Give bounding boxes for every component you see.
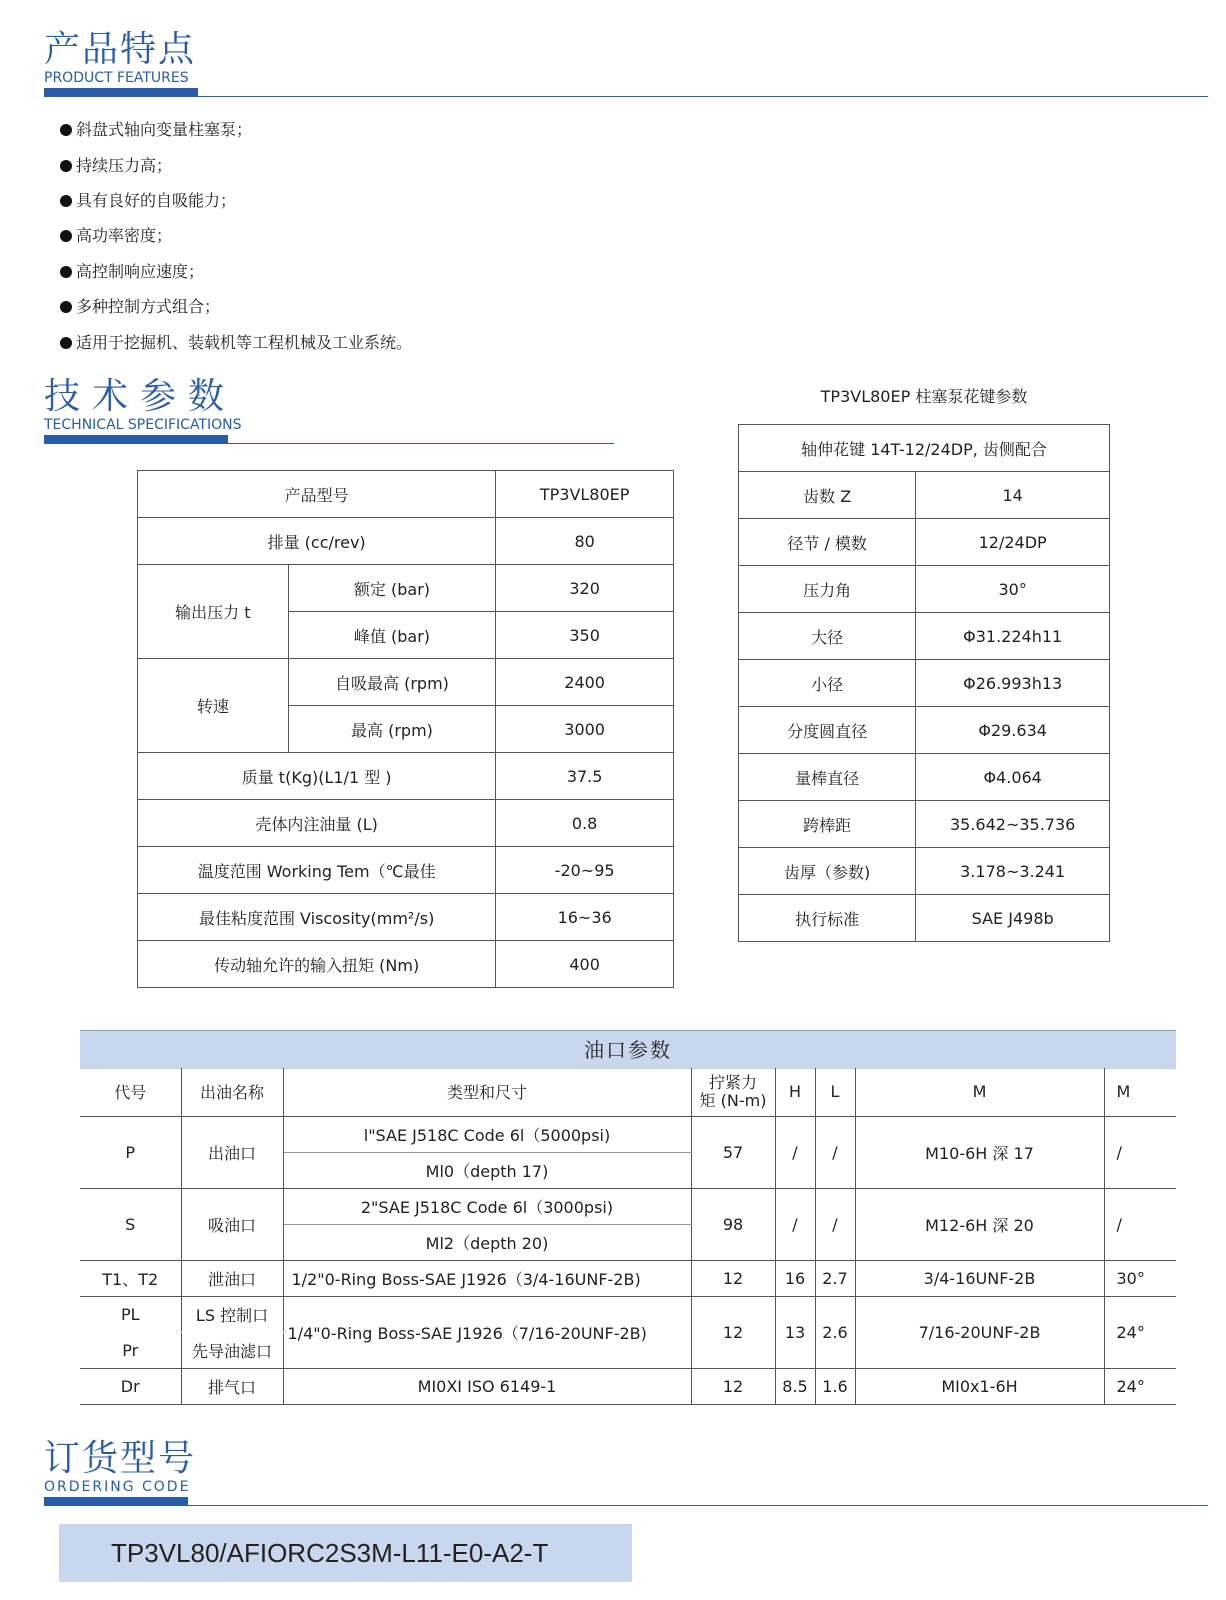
- table-row: [739, 472, 1110, 519]
- table-row: [80, 1296, 1176, 1332]
- feature-item: 高功率密度；: [60, 226, 172, 246]
- table-row: [739, 425, 1110, 472]
- torque-label: 传动轴允许的输入扭矩 (Nm): [138, 941, 496, 988]
- displacement-value: 80: [496, 518, 674, 565]
- port-l: 2.7: [815, 1260, 855, 1296]
- port-m2: /: [1104, 1188, 1176, 1260]
- port-l: 1.6: [815, 1368, 855, 1404]
- spline-value: Φ29.634: [916, 707, 1110, 754]
- mass-label: 质量 t(Kg)(L1/1 型 ): [138, 753, 496, 800]
- bullet-icon: [60, 266, 72, 278]
- bullet-icon: [60, 230, 72, 242]
- col-l: L: [815, 1068, 855, 1116]
- spline-value: SAE J498b: [916, 895, 1110, 942]
- feature-item: 适用于挖掘机、装载机等工程机械及工业系统。: [60, 333, 412, 353]
- port-table: [80, 1068, 1176, 1405]
- port-code: T1、T2: [80, 1260, 181, 1296]
- features-title-bar: [44, 88, 198, 97]
- port-type: 2"SAE J518C Code 6l（3000psi): [283, 1188, 691, 1224]
- table-row: [80, 1188, 1176, 1224]
- port-h: /: [775, 1116, 815, 1188]
- bullet-icon: [60, 160, 72, 172]
- mass-value: 37.5: [496, 753, 674, 800]
- spline-value: 12/24DP: [916, 519, 1110, 566]
- table-row: [80, 1260, 1176, 1296]
- port-type: Ml0（depth 17): [283, 1152, 691, 1188]
- spline-value: Φ26.993h13: [916, 660, 1110, 707]
- spline-value: 35.642~35.736: [916, 801, 1110, 848]
- tech-divider: [228, 443, 614, 444]
- viscosity-value: 16~36: [496, 894, 674, 941]
- port-code: Dr: [80, 1368, 181, 1404]
- spline-value: 3.178~3.241: [916, 848, 1110, 895]
- bullet-icon: [60, 124, 72, 136]
- spline-label: 径节 / 模数: [739, 519, 916, 566]
- feature-item: 多种控制方式组合；: [60, 297, 220, 317]
- spline-value: Φ4.064: [916, 754, 1110, 801]
- table-row: [739, 613, 1110, 660]
- feature-item: 高控制响应速度；: [60, 262, 204, 282]
- col-m: M: [855, 1068, 1104, 1116]
- port-type: 1/2"0-Ring Boss-SAE J1926（3/4-16UNF-2B): [283, 1260, 691, 1296]
- tech-subtitle: TECHNICAL SPECIFICATIONS: [44, 417, 242, 433]
- viscosity-label: 最佳粘度范围 Viscosity(mm²/s): [138, 894, 496, 941]
- ordering-code: TP3VL80/AFIORC2S3M-L11-E0-A2-T: [59, 1524, 632, 1582]
- port-h: 8.5: [775, 1368, 815, 1404]
- oil-fill-label: 壳体内注油量 (L): [138, 800, 496, 847]
- spline-caption: TP3VL80EP 柱塞泵花键参数: [820, 387, 1028, 406]
- spec-table: [137, 470, 674, 988]
- port-table-title: 油口参数: [80, 1030, 1176, 1069]
- port-name: 先导油滤口: [181, 1332, 283, 1368]
- spline-value: 30°: [916, 566, 1110, 613]
- spline-label: 压力角: [739, 566, 916, 613]
- spline-label: 小径: [739, 660, 916, 707]
- bullet-icon: [60, 195, 72, 207]
- spline-label: 齿厚（参数): [739, 848, 916, 895]
- features-subtitle: PRODUCT FEATURES: [44, 70, 189, 86]
- port-m2: 30°: [1104, 1260, 1176, 1296]
- spline-table: [738, 424, 1110, 942]
- bullet-icon: [60, 301, 72, 313]
- port-m2: 24°: [1104, 1368, 1176, 1404]
- port-h: /: [775, 1188, 815, 1260]
- col-type: 类型和尺寸: [283, 1068, 691, 1116]
- table-row: [80, 1116, 1176, 1152]
- ordering-title-bar: [44, 1497, 188, 1506]
- peak-pressure-value: 350: [496, 612, 674, 659]
- table-row: [739, 895, 1110, 942]
- port-m2: 24°: [1104, 1296, 1176, 1368]
- table-row: [138, 847, 674, 894]
- col-code: 代号: [80, 1068, 181, 1116]
- port-type: 1/4"0-Ring Boss-SAE J1926（7/16-20UNF-2B): [283, 1296, 691, 1368]
- port-code: S: [80, 1188, 181, 1260]
- port-code: PL: [80, 1296, 181, 1332]
- port-l: 2.6: [815, 1296, 855, 1368]
- port-h: 13: [775, 1296, 815, 1368]
- table-header-row: [80, 1068, 1176, 1116]
- spline-value: 14: [916, 472, 1110, 519]
- port-type: Ml2（depth 20): [283, 1224, 691, 1260]
- port-m2: /: [1104, 1116, 1176, 1188]
- table-row: [138, 518, 674, 565]
- torque-value: 400: [496, 941, 674, 988]
- feature-item: 具有良好的自吸能力；: [60, 191, 236, 211]
- port-name: LS 控制口: [181, 1296, 283, 1332]
- spline-value: Φ31.224h11: [916, 613, 1110, 660]
- table-row: [138, 894, 674, 941]
- spline-label: 分度圆直径: [739, 707, 916, 754]
- table-row: [739, 566, 1110, 613]
- tech-title-bar: [44, 435, 228, 444]
- spline-label: 量棒直径: [739, 754, 916, 801]
- model-value: TP3VL80EP: [496, 471, 674, 518]
- ordering-divider: [188, 1505, 1208, 1506]
- table-row: [739, 660, 1110, 707]
- port-code: P: [80, 1116, 181, 1188]
- rated-pressure-value: 320: [496, 565, 674, 612]
- temperature-label: 温度范围 Working Tem（℃最佳: [138, 847, 496, 894]
- port-m: MI0x1-6H: [855, 1368, 1104, 1404]
- tech-title: 技术参数: [44, 376, 237, 417]
- spline-label: 执行标准: [739, 895, 916, 942]
- col-name: 出油名称: [181, 1068, 283, 1116]
- ordering-title: 订货型号: [44, 1438, 197, 1479]
- table-row: [138, 800, 674, 847]
- port-torque: 98: [691, 1188, 775, 1260]
- table-row: [739, 848, 1110, 895]
- oil-fill-value: 0.8: [496, 800, 674, 847]
- col-torque: 拧紧力 矩 (N-m): [691, 1068, 775, 1116]
- table-row: [138, 565, 674, 612]
- port-torque: 57: [691, 1116, 775, 1188]
- table-row: [80, 1368, 1176, 1404]
- rated-pressure-label: 额定 (bar): [288, 565, 496, 612]
- table-row: [739, 519, 1110, 566]
- table-row: [739, 801, 1110, 848]
- port-name: 排气口: [181, 1368, 283, 1404]
- port-name: 吸油口: [181, 1188, 283, 1260]
- bullet-icon: [60, 337, 72, 349]
- pressure-label: 输出压力 t: [138, 565, 289, 659]
- table-row: [138, 941, 674, 988]
- temperature-value: -20~95: [496, 847, 674, 894]
- col-h: H: [775, 1068, 815, 1116]
- self-priming-speed-label: 自吸最高 (rpm): [288, 659, 496, 706]
- table-row: [138, 659, 674, 706]
- port-type: l"SAE J518C Code 6l（5000psi): [283, 1116, 691, 1152]
- spline-header: 轴伸花键 14T-12/24DP, 齿侧配合: [739, 425, 1110, 472]
- port-code: Pr: [80, 1332, 181, 1368]
- features-divider: [198, 96, 1208, 97]
- spline-label: 齿数 Z: [739, 472, 916, 519]
- port-l: /: [815, 1116, 855, 1188]
- spline-label: 大径: [739, 613, 916, 660]
- port-m: 7/16-20UNF-2B: [855, 1296, 1104, 1368]
- port-name: 泄油口: [181, 1260, 283, 1296]
- col-m2: M: [1104, 1068, 1176, 1116]
- port-m: M12-6H 深 20: [855, 1188, 1104, 1260]
- port-m: 3/4-16UNF-2B: [855, 1260, 1104, 1296]
- port-m: M10-6H 深 17: [855, 1116, 1104, 1188]
- self-priming-speed-value: 2400: [496, 659, 674, 706]
- table-row: [739, 754, 1110, 801]
- displacement-label: 排量 (cc/rev): [138, 518, 496, 565]
- port-torque: 12: [691, 1296, 775, 1368]
- spline-label: 跨棒距: [739, 801, 916, 848]
- table-row: [739, 707, 1110, 754]
- max-speed-value: 3000: [496, 706, 674, 753]
- port-torque: 12: [691, 1260, 775, 1296]
- feature-item: 斜盘式轴向变量柱塞泵；: [60, 120, 252, 140]
- model-label: 产品型号: [138, 471, 496, 518]
- features-title: 产品特点: [44, 29, 197, 70]
- table-row: [138, 753, 674, 800]
- peak-pressure-label: 峰值 (bar): [288, 612, 496, 659]
- table-row: [138, 471, 674, 518]
- port-h: 16: [775, 1260, 815, 1296]
- port-l: /: [815, 1188, 855, 1260]
- port-type: MI0XI ISO 6149-1: [283, 1368, 691, 1404]
- speed-label: 转速: [138, 659, 289, 753]
- port-torque: 12: [691, 1368, 775, 1404]
- ordering-subtitle: ORDERING CODE: [44, 1479, 191, 1495]
- port-name: 出油口: [181, 1116, 283, 1188]
- feature-item: 持续压力高；: [60, 156, 172, 176]
- max-speed-label: 最高 (rpm): [288, 706, 496, 753]
